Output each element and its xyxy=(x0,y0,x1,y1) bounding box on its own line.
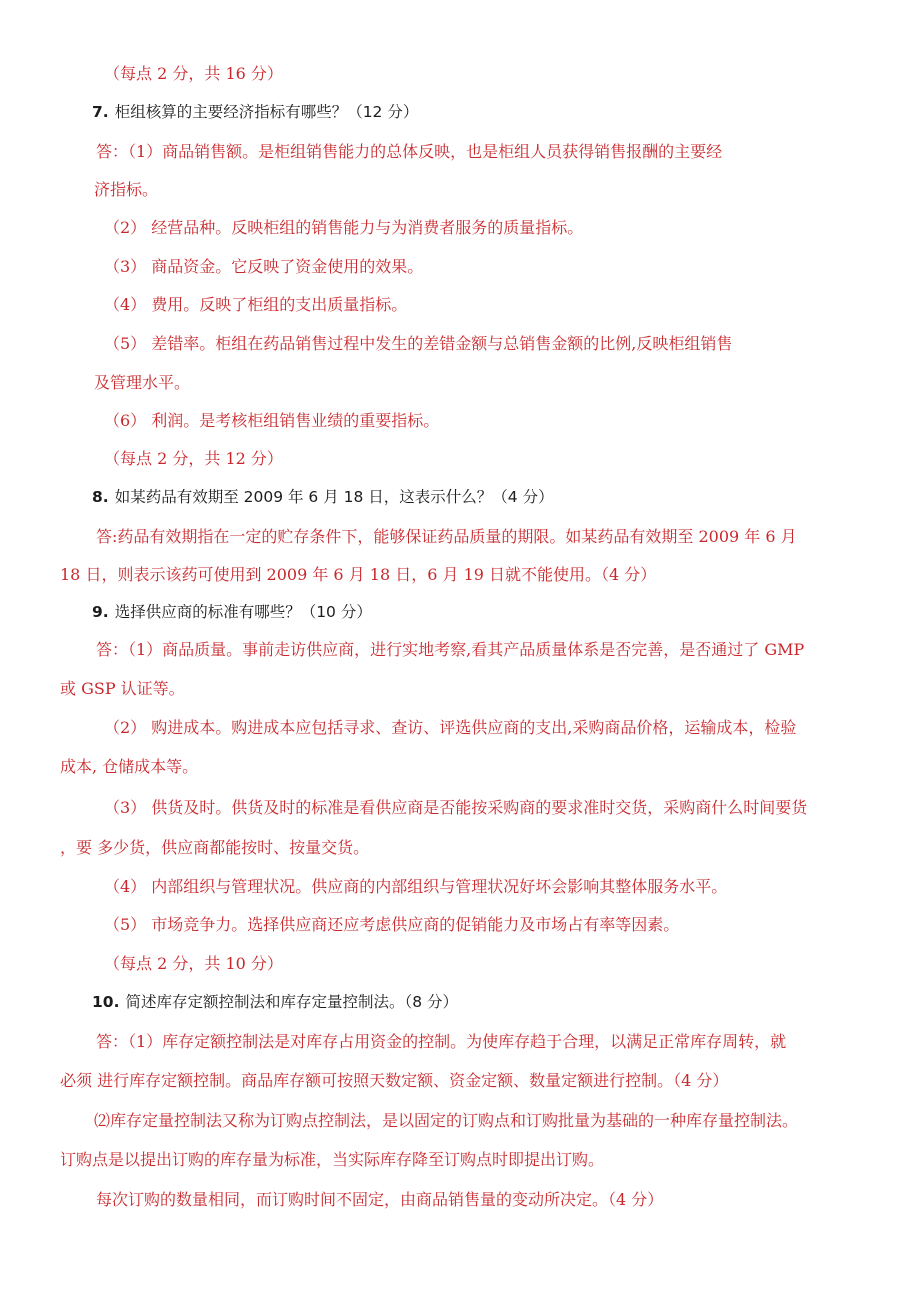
score-note-q7: （每点 2 分，共 12 分） xyxy=(104,449,283,468)
question-number: 8. xyxy=(92,488,109,506)
question-10 xyxy=(92,992,458,1012)
answer-line: 每次订购的数量相同，而订购时间不固定，由商品销售量的变动所决定。（4 分） xyxy=(96,1190,664,1209)
question-7 xyxy=(92,102,418,122)
answer-line: 或 GSP 认证等。 xyxy=(60,679,185,698)
answer-line: 答：（1）库存定额控制法是对库存占用资金的控制。为使库存趋于合理，以满足正常库存周转，就 xyxy=(96,1032,787,1051)
answer-line: 答：（1）商品销售额。是柜组销售能力的总体反映，也是柜组人员获得销售报酬的主要经 xyxy=(96,142,723,161)
answer-line: 订购点是以提出订购的库存量为标准，当实际库存降至订购点时即提出订购。 xyxy=(60,1150,605,1169)
question-text: 简述库存定额控制法和库存定量控制法。（8 分） xyxy=(125,993,459,1011)
answer-line: （3） 商品资金。它反映了资金使用的效果。 xyxy=(104,257,424,276)
answer-line: （6） 利润。是考核柜组销售业绩的重要指标。 xyxy=(104,411,440,430)
question-8 xyxy=(92,487,554,507)
question-number: 10. xyxy=(92,993,120,1011)
question-text: 柜组核算的主要经济指标有哪些？（12 分） xyxy=(114,103,419,121)
question-text: 选择供应商的标准有哪些？（10 分） xyxy=(114,603,372,621)
answer-line: （4） 内部组织与管理状况。供应商的内部组织与管理状况好坏会影响其整体服务水平。 xyxy=(104,877,728,896)
answer-line: （5） 市场竞争力。选择供应商还应考虑供应商的促销能力及市场占有率等因素。 xyxy=(104,915,680,934)
answer-line: （4） 费用。反映了柜组的支出质量指标。 xyxy=(104,295,408,314)
answer-line: 答：（1）商品质量。事前走访供应商，进行实地考察,看其产品质量体系是否完善，是否通过了 GMP xyxy=(96,640,805,659)
question-9 xyxy=(92,602,372,622)
answer-line: 济指标。 xyxy=(94,180,159,199)
answer-line: 及管理水平。 xyxy=(94,373,191,392)
answer-line: 成本, 仓储成本等。 xyxy=(60,757,199,776)
answer-line: ⑵库存定量控制法又称为订购点控制法，是以固定的订购点和订购批量为基础的一种库存量控制法。 xyxy=(94,1111,799,1130)
score-note-q6: （每点 2 分，共 16 分） xyxy=(104,64,283,83)
answer-line: （2） 经营品种。反映柜组的销售能力与为消费者服务的质量指标。 xyxy=(104,218,584,237)
answer-line: （2） 购进成本。购进成本应包括寻求、查访、评选供应商的支出,采购商品价格，运输成本，检验 xyxy=(104,718,797,737)
answer-line: 答:药品有效期指在一定的贮存条件下，能够保证药品质量的期限。如某药品有效期至 2009 年 6 月 xyxy=(96,527,797,546)
answer-line: （3） 供货及时。供货及时的标准是看供应商是否能按采购商的要求准时交货，采购商什么时间要货 xyxy=(104,798,808,817)
answer-line: （5） 差错率。柜组在药品销售过程中发生的差错金额与总销售金额的比例,反映柜组销售 xyxy=(104,334,733,353)
question-number: 7. xyxy=(92,103,109,121)
question-number: 9. xyxy=(92,603,109,621)
question-text: 如某药品有效期至 2009 年 6 月 18 日，这表示什么？（4 分） xyxy=(114,488,554,506)
answer-line: 18 日，则表示该药可使用到 2009 年 6 月 18 日，6 月 19 日就不能使用。（4 分） xyxy=(60,565,657,584)
answer-line: ，要 多少货，供应商都能按时、按量交货。 xyxy=(60,838,370,857)
score-note-q9: （每点 2 分，共 10 分） xyxy=(104,954,283,973)
answer-line: 必须 进行库存定额控制。商品库存额可按照天数定额、资金定额、数量定额进行控制。（4 分） xyxy=(60,1071,729,1090)
